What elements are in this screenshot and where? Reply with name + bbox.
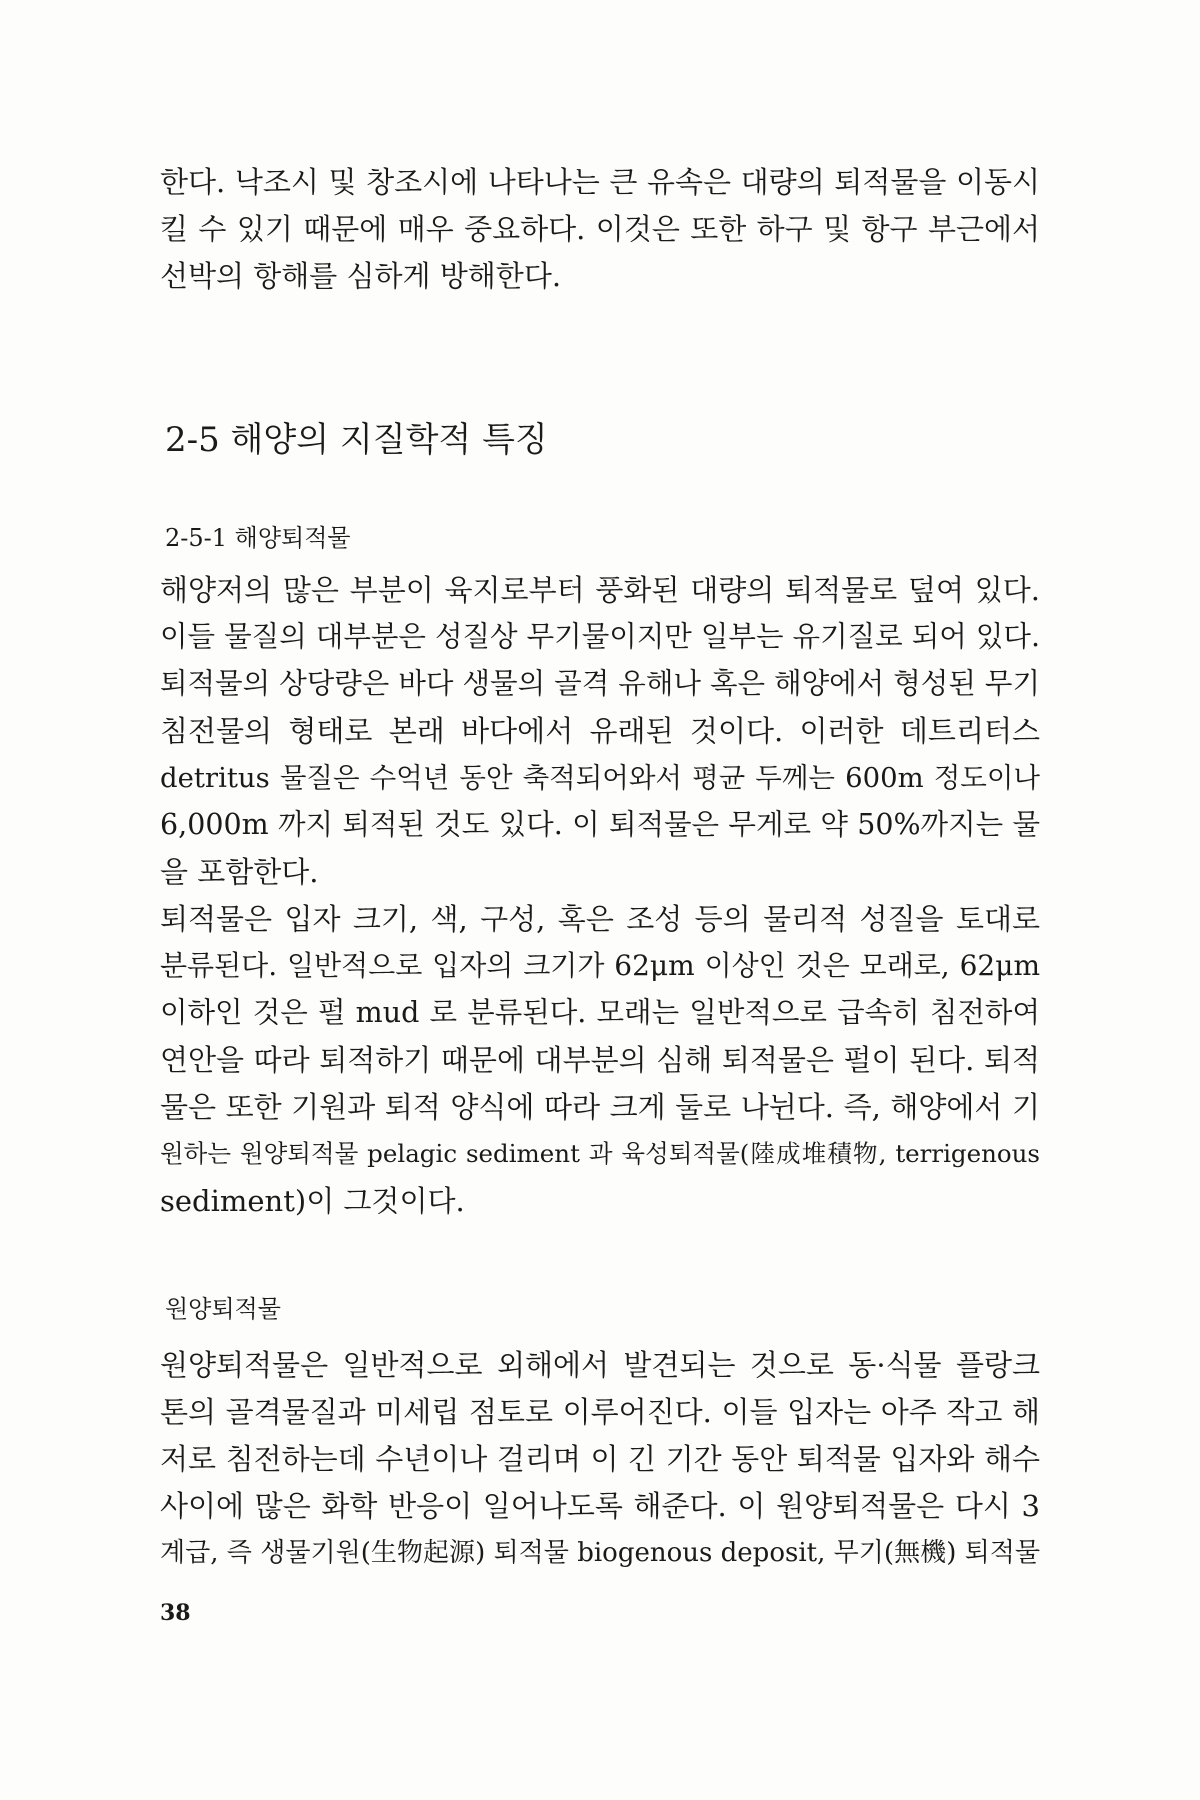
paragraph3-line-1: 원양퇴적물은 일반적으로 외해에서 발견되는 것으로 동·식물 플랑크 (160, 1348, 1040, 1382)
paragraph2-line-3: 이하인 것은 펄 mud 로 분류된다. 모래는 일반적으로 급속히 침전하여 (160, 996, 1040, 1029)
intro-line-3: 선박의 항해를 심하게 방해한다. (160, 259, 562, 293)
paragraph1-line-5: detritus 물질은 수억년 동안 축적되어와서 평균 두께는 600m 정도이나 (160, 762, 1040, 794)
paragraph1-line-7: 을 포함한다. (160, 855, 319, 889)
pelagic-heading: 원양퇴적물 (165, 1295, 281, 1323)
paragraph1-line-4: 침전물의 형태로 본래 바다에서 유래된 것이다. 이러한 데트리터스 (160, 714, 1040, 748)
paragraph1-line-1: 해양저의 많은 부분이 육지로부터 풍화된 대량의 퇴적물로 덮여 있다. (160, 573, 1040, 607)
intro-line-1: 한다. 낙조시 및 창조시에 나타나는 큰 유속은 대량의 퇴적물을 이동시 (160, 165, 1040, 199)
paragraph1-line-3: 퇴적물의 상당량은 바다 생물의 골격 유해나 혹은 해양에서 형성된 무기 (160, 667, 1040, 700)
paragraph3-line-2: 톤의 골격물질과 미세립 점토로 이루어진다. 이들 입자는 아주 작고 해 (160, 1395, 1040, 1429)
paragraph2-line-5: 물은 또한 기원과 퇴적 양식에 따라 크게 둘로 나뉜다. 즉, 해양에서 기 (160, 1090, 1040, 1124)
paragraph3-line-4: 사이에 많은 화학 반응이 일어나도록 해준다. 이 원양퇴적물은 다시 3 (160, 1489, 1040, 1523)
intro-line-2: 킬 수 있기 때문에 매우 중요하다. 이것은 또한 하구 및 항구 부근에서 (160, 212, 1040, 246)
paragraph2-line-2: 분류된다. 일반적으로 입자의 크기가 62μm 이상인 것은 모래로, 62μm (160, 949, 1040, 982)
page-number: 38 (160, 1600, 191, 1626)
paragraph2-line-1: 퇴적물은 입자 크기, 색, 구성, 혹은 조성 등의 물리적 성질을 토대로 (160, 902, 1040, 936)
paragraph2-line-6: 원하는 원양퇴적물 pelagic sediment 과 육성퇴적물(陸成堆積物, terrigenous (160, 1139, 1040, 1168)
subsection-title: 2-5-1 해양퇴적물 (165, 524, 351, 552)
section-title: 2-5 해양의 지질학적 특징 (165, 420, 548, 460)
paragraph2-line-4: 연안을 따라 퇴적하기 때문에 대부분의 심해 퇴적물은 펄이 된다. 퇴적 (160, 1043, 1040, 1077)
paragraph1-line-2: 이들 물질의 대부분은 성질상 무기물이지만 일부는 유기질로 되어 있다. (160, 620, 1040, 653)
paragraph3-line-3: 저로 침전하는데 수년이나 걸리며 이 긴 기간 동안 퇴적물 입자와 해수 (160, 1442, 1040, 1476)
paragraph1-line-6: 6,000m 까지 퇴적된 것도 있다. 이 퇴적물은 무게로 약 50%까지는 물 (160, 808, 1040, 841)
paragraph3-line-5: 계급, 즉 생물기원(生物起源) 퇴적물 biogenous deposit, 무기(無機) 퇴적물 (160, 1538, 1040, 1568)
paragraph2-line-7: sediment)이 그것이다. (160, 1184, 465, 1218)
